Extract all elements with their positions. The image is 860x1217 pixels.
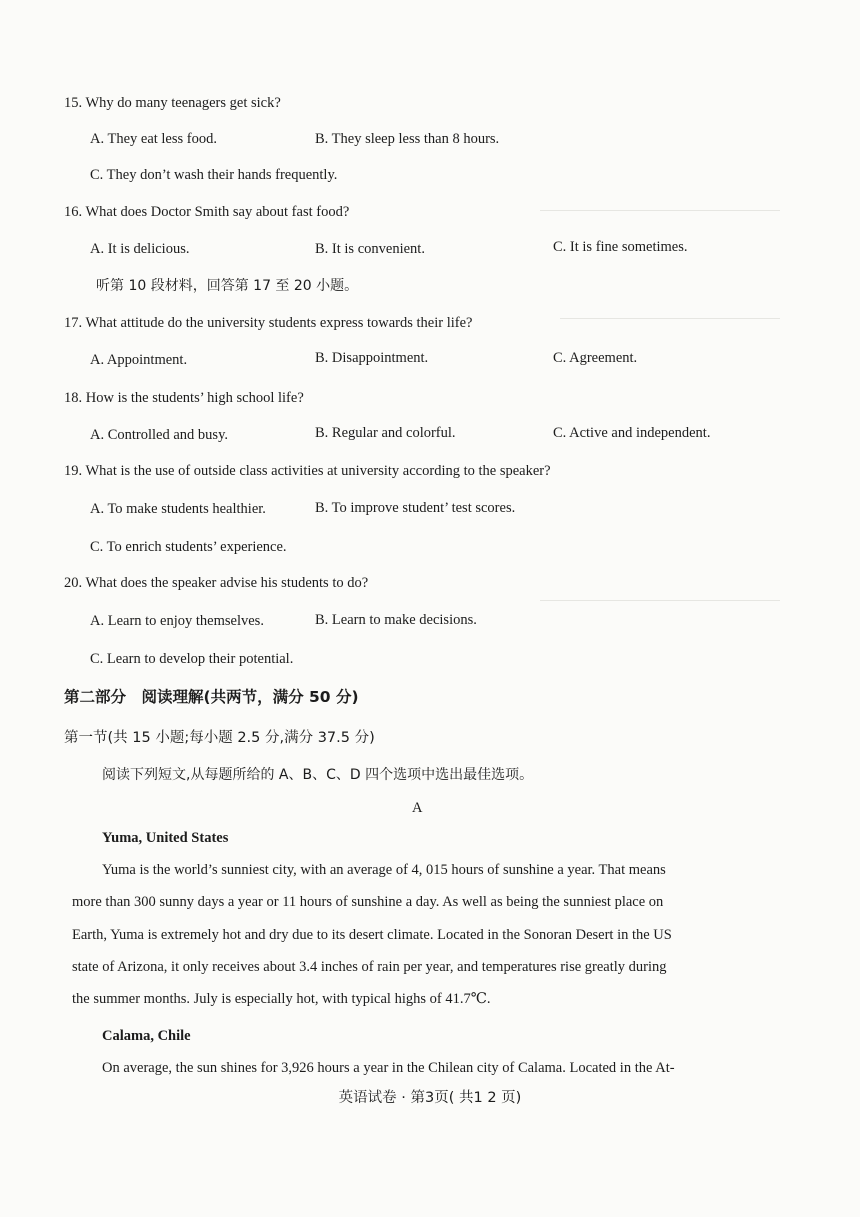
question-stem: 20. What does the speaker advise his students to do?: [64, 575, 369, 591]
option-b: B. It is convenient.: [315, 241, 425, 257]
option-a: A. Learn to enjoy themselves.: [90, 613, 264, 629]
part-two-title: 第二部分 阅读理解(共两节，满分 50 分): [64, 688, 359, 706]
option-b: B. To improve student’ test scores.: [315, 500, 516, 516]
question-stem: 18. How is the students’ high school life?: [64, 390, 304, 406]
option-b: B. Regular and colorful.: [315, 425, 456, 441]
option-c: C. Active and independent.: [553, 425, 711, 441]
page-footer: 英语试卷 · 第3页( 共1 2 页): [338, 1090, 522, 1106]
paragraph-line: On average, the sun shines for 3,926 hours a year in the Chilean city of Calama. Located in the At-: [102, 1060, 675, 1076]
passage-letter: A: [412, 800, 423, 816]
question-stem: 16. What does Doctor Smith say about fast food?: [64, 204, 350, 220]
question-stem: 19. What is the use of outside class activities at university according to the speaker?: [64, 463, 551, 479]
bleed-through-mark: [540, 600, 780, 601]
option-b: B. Learn to make decisions.: [315, 612, 477, 628]
paragraph-line: Earth, Yuma is extremely hot and dry due to its desert climate. Located in the Sonoran Desert in the US: [72, 927, 672, 943]
option-a: A. They eat less food.: [90, 131, 217, 147]
option-a: A. To make students healthier.: [90, 501, 266, 517]
option-a: A. Controlled and busy.: [90, 427, 229, 443]
question-stem: 15. Why do many teenagers get sick?: [64, 95, 281, 111]
option-b: B. They sleep less than 8 hours.: [315, 131, 500, 147]
option-c: C. They don’t wash their hands frequently.: [90, 167, 338, 183]
paragraph-line: the summer months. July is especially hot, with typical highs of 41.7℃.: [72, 991, 491, 1007]
question-stem: 17. What attitude do the university students express towards their life?: [64, 315, 473, 331]
option-a: A. Appointment.: [90, 352, 188, 368]
option-a: A. It is delicious.: [90, 241, 190, 257]
yuma-heading: Yuma, United States: [102, 830, 229, 846]
option-c: C. To enrich students’ experience.: [90, 539, 287, 555]
section-one-title: 第一节(共 15 小题;每小题 2.5 分,满分 37.5 分): [64, 730, 375, 746]
option-b: B. Disappointment.: [315, 350, 429, 366]
paragraph-line: state of Arizona, it only receives about 3.4 inches of rain per year, and temperatures rise greatly during: [72, 959, 667, 975]
calama-heading: Calama, Chile: [102, 1028, 191, 1044]
option-c: C. Learn to develop their potential.: [90, 651, 294, 667]
paragraph-line: Yuma is the world’s sunniest city, with an average of 4, 015 hours of sunshine a year. That means: [102, 862, 666, 878]
paragraph-line: more than 300 sunny days a year or 11 hours of sunshine a day. As well as being the sunniest place on: [72, 894, 664, 910]
option-c: C. It is fine sometimes.: [553, 239, 688, 255]
bleed-through-mark: [540, 210, 780, 211]
reading-instruction: 阅读下列短文,从每题所给的 A、B、C、D 四个选项中选出最佳选项。: [102, 767, 534, 783]
bleed-through-mark: [560, 318, 780, 319]
option-c: C. Agreement.: [553, 350, 638, 366]
listening-instruction: 听第 10 段材料，回答第 17 至 20 小题。: [96, 278, 359, 294]
